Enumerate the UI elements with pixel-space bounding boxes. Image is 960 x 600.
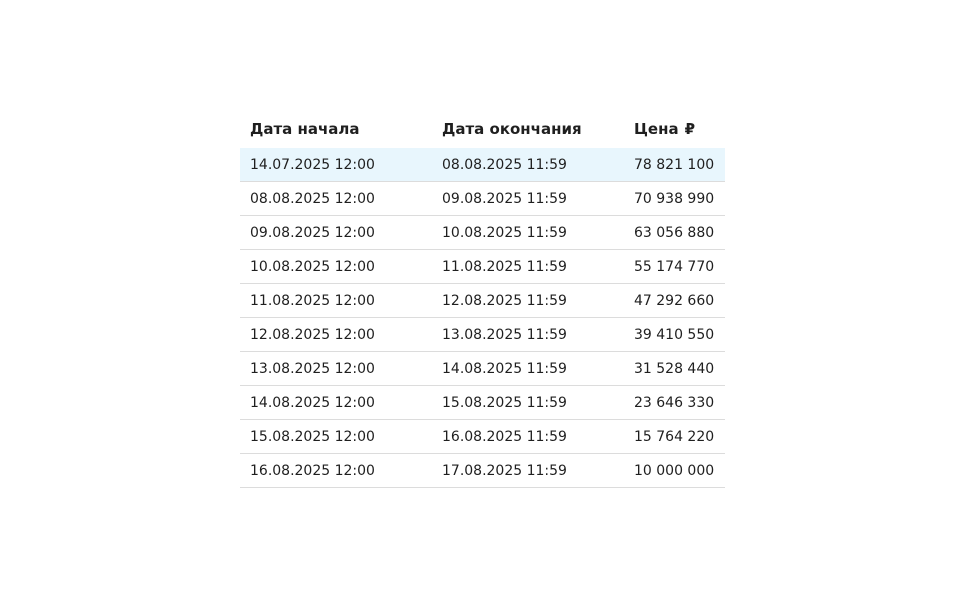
header-end-date: Дата окончания [442, 120, 582, 138]
price-cell: 39 410 550 [624, 318, 725, 352]
price-cell: 78 821 100 [624, 148, 725, 182]
end-date-cell: 13.08.2025 11:59 [432, 318, 624, 352]
header-price [624, 110, 725, 148]
start-date-cell: 12.08.2025 12:00 [240, 318, 432, 352]
price-cell: 23 646 330 [624, 386, 725, 420]
price-schedule-table [240, 110, 725, 488]
ruble-icon: ₽ [684, 120, 696, 138]
end-date-cell: 08.08.2025 11:59 [432, 148, 624, 182]
start-date-cell: 14.08.2025 12:00 [240, 386, 432, 420]
table-header-row [240, 110, 725, 148]
end-date-cell: 15.08.2025 11:59 [432, 386, 624, 420]
start-date-cell: 15.08.2025 12:00 [240, 420, 432, 454]
end-date-cell: 09.08.2025 11:59 [432, 182, 624, 216]
start-date-cell: 09.08.2025 12:00 [240, 216, 432, 250]
start-date-cell: 16.08.2025 12:00 [240, 454, 432, 488]
table-row [240, 250, 725, 284]
header-start-date: Дата начала [250, 120, 360, 138]
header-price-label: Цена [634, 120, 679, 138]
price-cell: 15 764 220 [624, 420, 725, 454]
end-date-cell: 14.08.2025 11:59 [432, 352, 624, 386]
price-cell: 70 938 990 [624, 182, 725, 216]
end-date-cell: 17.08.2025 11:59 [432, 454, 624, 488]
table-row [240, 386, 725, 420]
table-row [240, 284, 725, 318]
table-row [240, 454, 725, 488]
price-cell: 31 528 440 [624, 352, 725, 386]
table-row [240, 148, 725, 182]
table-row [240, 216, 725, 250]
end-date-cell: 11.08.2025 11:59 [432, 250, 624, 284]
start-date-cell: 14.07.2025 12:00 [240, 148, 432, 182]
end-date-cell: 16.08.2025 11:59 [432, 420, 624, 454]
table-row [240, 420, 725, 454]
start-date-cell: 10.08.2025 12:00 [240, 250, 432, 284]
start-date-cell: 11.08.2025 12:00 [240, 284, 432, 318]
table-row [240, 182, 725, 216]
table-row [240, 352, 725, 386]
price-cell: 63 056 880 [624, 216, 725, 250]
start-date-cell: 08.08.2025 12:00 [240, 182, 432, 216]
price-cell: 10 000 000 [624, 454, 725, 488]
price-cell: 55 174 770 [624, 250, 725, 284]
start-date-cell: 13.08.2025 12:00 [240, 352, 432, 386]
price-cell: 47 292 660 [624, 284, 725, 318]
table-row [240, 318, 725, 352]
end-date-cell: 12.08.2025 11:59 [432, 284, 624, 318]
end-date-cell: 10.08.2025 11:59 [432, 216, 624, 250]
